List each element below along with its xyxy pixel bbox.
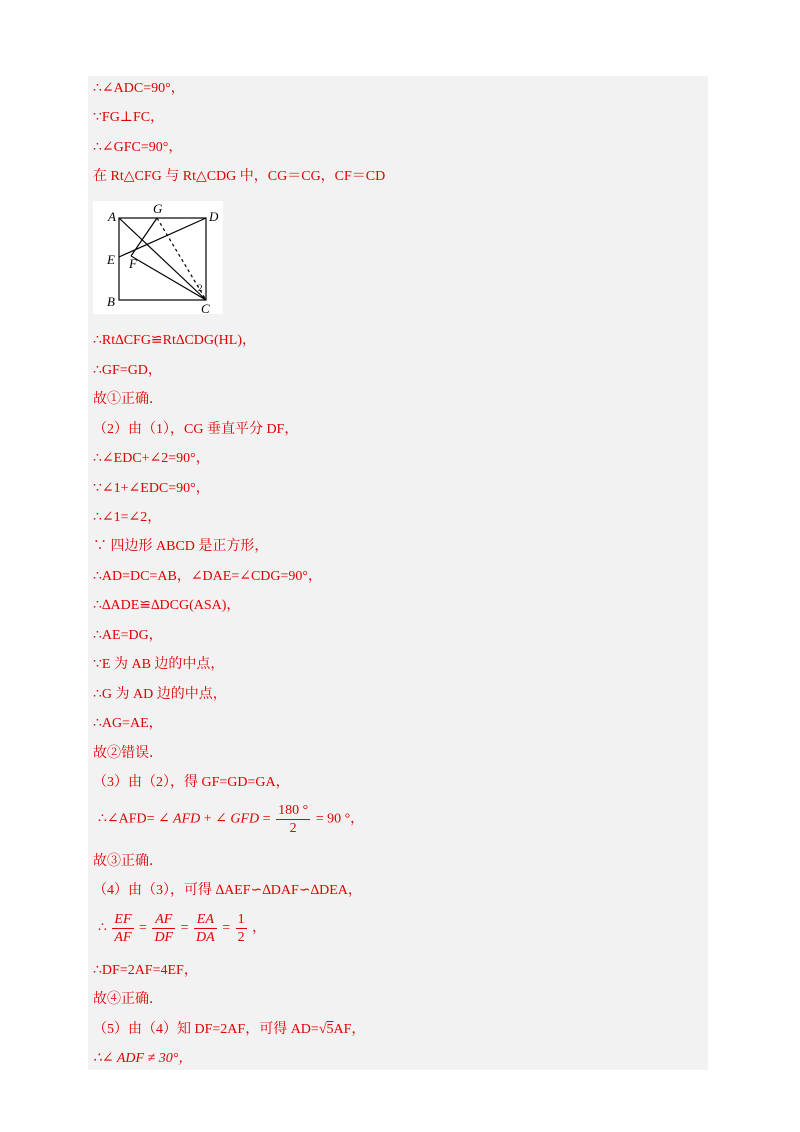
eq-prefix: ∴∠AFD= [98,811,155,827]
fraction [276,802,310,837]
text-line: 在 Rt△CFG 与 Rt△CDG 中，CG＝CG，CF＝CD [93,169,386,184]
text-line: ∴AE=DG， [93,628,163,643]
square-diagram [93,201,223,314]
label-c: C [201,301,210,314]
fraction-denominator: 2 [237,930,245,945]
text-line: ∴∆ADE≌∆DCG(ASA)， [93,598,241,613]
text-line: ∴G 为 AD 边的中点， [93,687,227,702]
label-e: E [107,252,115,267]
equation-angle-afd [98,802,364,837]
eq-prefix: ∴ [98,920,111,936]
fraction [194,911,217,946]
text-line: ∴AD=DC=AB，∠DAE=∠CDG=90°， [93,569,322,584]
sqrt-sign: √ [318,1022,327,1037]
text-line: ∴GF=GD， [93,363,162,378]
label-a: A [108,209,116,224]
fraction-numerator: 1 [237,912,245,927]
text-line: ∵E 为 AB 边的中点， [93,657,225,672]
text-line-sqrt [93,1021,365,1039]
fraction [152,911,175,946]
eq-term: ∠ GFD [215,811,260,827]
text-line: ∵FG⊥FC， [93,110,165,125]
fraction [112,911,133,946]
text-line: ∴AG=AE， [93,716,163,731]
text-line: （3）由（2），得 GF=GD=GA， [93,775,290,790]
text-line: （2）由（1），CG 垂直平分 DF， [93,422,299,437]
text-line: ∴∠ADC=90°， [93,81,185,96]
fraction [236,911,247,946]
label-b: B [107,294,115,309]
eq-result: = 90 °， [315,811,365,827]
segment-ed [119,218,206,257]
eq-term: ∠ AFD [158,811,201,827]
eq-sign: = [139,920,147,936]
segment-fc [131,256,206,300]
eq-tail: ， [252,920,267,936]
fraction-denominator: AF [114,930,132,945]
label-f: F [129,256,137,271]
text-line: ∴Rt∆CFG≌Rt∆CDG(HL)， [93,333,257,348]
text-line: ∴∠1=∠2， [93,510,162,525]
label-angle-2: 2 [198,283,203,293]
sqrt-radicand: 5 [326,1022,334,1037]
text-line: ∴∠GFC=90°， [93,140,183,155]
equation-ratio [98,911,266,946]
text-line: 故③正确． [93,854,163,869]
fraction-numerator: EA [194,911,217,929]
text-line: ∴∠ ADF ≠ 30°， [93,1051,193,1066]
text-segment: （5）由（4）知 DF=2AF，可得 AD= [93,1022,319,1037]
label-d: D [209,209,219,224]
text-segment: AF， [333,1022,366,1037]
text-line: ∴∠EDC+∠2=90°， [93,451,210,466]
text-line: ∴DF=2AF=4EF， [93,963,198,978]
fraction-denominator: DF [154,930,174,945]
fraction-denominator: DA [196,930,215,945]
eq-plus: + [203,811,212,827]
text-line: 故②错误． [93,746,163,761]
eq-sign: = [180,920,189,936]
label-g: G [153,201,163,216]
text-line: 故④正确． [93,992,163,1007]
geometry-figure [93,201,223,314]
text-line: （4）由（3），可得 ∆AEF∽∆DAF∽∆DEA， [93,883,362,898]
text-line: ∵ 四边形 ABCD 是正方形， [93,539,269,554]
eq-sign: = [262,811,271,827]
eq-sign: = [222,920,231,936]
fraction-numerator: AF [152,911,175,929]
text-line: ∵∠1+∠EDC=90°， [93,481,210,496]
fraction-numerator: 180 ° [278,803,309,818]
fraction-numerator: EF [114,912,132,927]
text-line: 故①正确． [93,392,163,407]
fraction-denominator: 2 [289,821,297,836]
